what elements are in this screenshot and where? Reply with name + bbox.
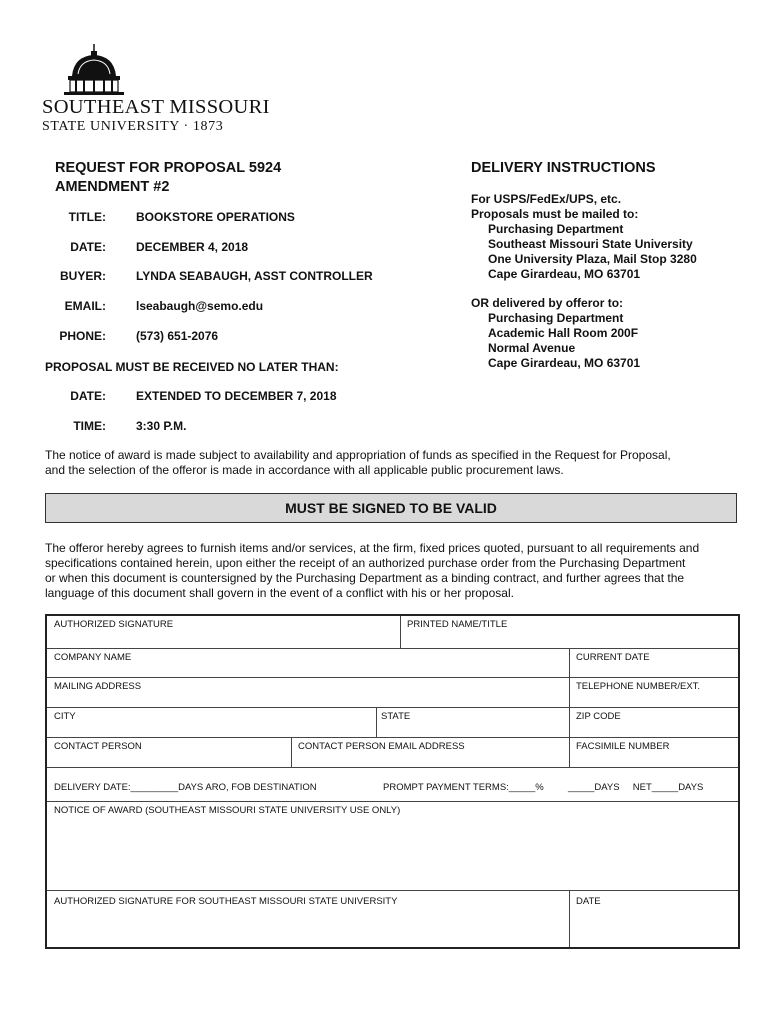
offeror-address-line: Purchasing Department bbox=[488, 311, 624, 325]
signature-form bbox=[45, 614, 740, 949]
delivery-heading: DELIVERY INSTRUCTIONS bbox=[471, 160, 656, 176]
delivery-offeror-block bbox=[471, 296, 640, 371]
current-date-field[interactable]: CURRENT DATE bbox=[576, 652, 650, 663]
deadline-heading: PROPOSAL MUST BE RECEIVED NO LATER THAN: bbox=[45, 360, 339, 374]
prompt-payment-field[interactable]: PROMPT PAYMENT TERMS:_____% bbox=[383, 782, 544, 793]
form-row-divider bbox=[47, 890, 738, 891]
form-row-divider bbox=[47, 677, 738, 678]
notice-of-award-area[interactable]: NOTICE OF AWARD (SOUTHEAST MISSOURI STATE UNIVERSITY USE ONLY) bbox=[54, 805, 401, 816]
university-logo bbox=[42, 44, 282, 140]
form-row-divider bbox=[47, 767, 738, 768]
phone-label: PHONE: bbox=[59, 329, 106, 343]
authorized-signature-field[interactable]: AUTHORIZED SIGNATURE bbox=[54, 619, 174, 630]
offeror-address-line: Cape Girardeau, MO 63701 bbox=[488, 356, 641, 370]
date-value: DECEMBER 4, 2018 bbox=[136, 240, 249, 254]
form-col-divider bbox=[400, 616, 401, 648]
telephone-field[interactable]: TELEPHONE NUMBER/EXT. bbox=[576, 681, 701, 692]
form-col-divider bbox=[569, 648, 570, 767]
title-value: BOOKSTORE OPERATIONS bbox=[136, 210, 295, 224]
notice-line: The notice of award is made subject to availability and appropriation of funds as specified in the Request for Proposal, bbox=[45, 448, 671, 462]
rfp-amendment: AMENDMENT #2 bbox=[55, 179, 170, 195]
agreement-line: or when this document is countersigned by the Purchasing Department as a binding contract, and further agrees that the bbox=[45, 571, 685, 585]
printed-name-field[interactable]: PRINTED NAME/TITLE bbox=[407, 619, 508, 630]
days-net-field[interactable]: _____DAYS NET_____DAYS bbox=[568, 782, 704, 793]
form-row-divider bbox=[47, 648, 738, 649]
agreement-paragraph bbox=[45, 541, 730, 601]
dome-icon bbox=[54, 44, 134, 96]
form-row-divider bbox=[47, 707, 738, 708]
semo-signature-field[interactable]: AUTHORIZED SIGNATURE FOR SOUTHEAST MISSOURI STATE UNIVERSITY bbox=[54, 896, 398, 907]
mail-address-line: Purchasing Department bbox=[488, 222, 624, 236]
form-col-divider bbox=[291, 737, 292, 767]
semo-date-field[interactable]: DATE bbox=[576, 896, 601, 907]
form-col-divider bbox=[569, 890, 570, 947]
mail-address-line: Cape Girardeau, MO 63701 bbox=[488, 267, 641, 281]
rfp-title: REQUEST FOR PROPOSAL 5924 bbox=[55, 160, 282, 176]
delivery-mail-line1: For USPS/FedEx/UPS, etc. bbox=[471, 192, 622, 206]
state-field[interactable]: STATE bbox=[381, 711, 411, 722]
agreement-line: specifications contained herein, upon either the receipt of an authorized purchase order from the Purchasing Department bbox=[45, 556, 686, 570]
deadline-time-label: TIME: bbox=[73, 419, 106, 433]
zip-code-field[interactable]: ZIP CODE bbox=[576, 711, 621, 722]
deadline-time-value: 3:30 P.M. bbox=[136, 419, 187, 433]
notice-paragraph bbox=[45, 448, 745, 478]
logo-university-name: SOUTHEAST MISSOURI bbox=[42, 96, 270, 118]
mailing-address-field[interactable]: MAILING ADDRESS bbox=[54, 681, 142, 692]
agreement-line: The offeror hereby agrees to furnish items and/or services, at the firm, fixed prices quoted, pursuant to all requirements and bbox=[45, 541, 700, 555]
mail-address-line: One University Plaza, Mail Stop 3280 bbox=[488, 252, 697, 266]
delivery-mail-block bbox=[471, 192, 697, 282]
delivery-offeror-line: OR delivered by offeror to: bbox=[471, 296, 624, 310]
contact-person-field[interactable]: CONTACT PERSON bbox=[54, 741, 142, 752]
form-row-divider bbox=[47, 801, 738, 802]
form-col-divider bbox=[376, 707, 377, 737]
notice-line: and the selection of the offeror is made in accordance with all applicable public procurement laws. bbox=[45, 463, 564, 477]
email-value[interactable]: lseabaugh@semo.edu bbox=[136, 299, 264, 313]
contact-email-field[interactable]: CONTACT PERSON EMAIL ADDRESS bbox=[298, 741, 465, 752]
title-label: TITLE: bbox=[68, 210, 106, 224]
form-row-divider bbox=[47, 737, 738, 738]
delivery-date-field[interactable]: DELIVERY DATE:_________DAYS ARO, FOB DESTINATION bbox=[54, 782, 317, 793]
agreement-line: language of this document shall govern in the event of a conflict with his or her proposal. bbox=[45, 586, 514, 600]
mail-address-line: Southeast Missouri State University bbox=[488, 237, 693, 251]
buyer-label: BUYER: bbox=[59, 269, 106, 283]
delivery-mail-line2: Proposals must be mailed to: bbox=[471, 207, 639, 221]
city-field[interactable]: CITY bbox=[54, 711, 76, 722]
offeror-address-line: Academic Hall Room 200F bbox=[488, 326, 639, 340]
logo-university-subtitle: STATE UNIVERSITY · 1873 bbox=[42, 119, 224, 134]
date-label: DATE: bbox=[70, 240, 106, 254]
offeror-address-line: Normal Avenue bbox=[488, 341, 576, 355]
company-name-field[interactable]: COMPANY NAME bbox=[54, 652, 132, 663]
buyer-value: LYNDA SEABAUGH, ASST CONTROLLER bbox=[136, 269, 373, 283]
deadline-date-label: DATE: bbox=[70, 389, 106, 403]
deadline-date-value: EXTENDED TO DECEMBER 7, 2018 bbox=[136, 389, 337, 403]
fax-field[interactable]: FACSIMILE NUMBER bbox=[576, 741, 670, 752]
must-be-signed-banner: MUST BE SIGNED TO BE VALID bbox=[45, 493, 737, 523]
phone-value: (573) 651-2076 bbox=[136, 329, 219, 343]
email-label: EMAIL: bbox=[64, 299, 106, 313]
